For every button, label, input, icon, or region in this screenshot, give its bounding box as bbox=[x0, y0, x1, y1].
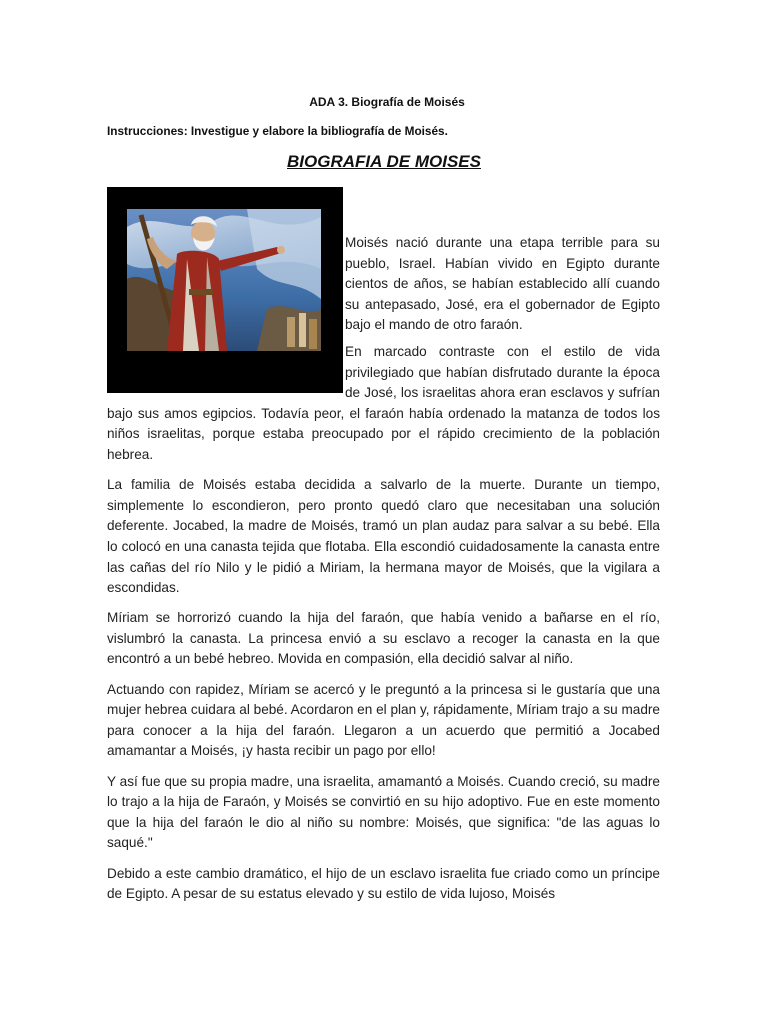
paragraph-6: Y así fue que su propia madre, una israelita, amamantó a Moisés. Cuando creció, su madre lo trajo a la hija de Faraón, y Moisés se convirtió en su hijo adoptivo. Fue en este momento que la hija del faraón le dio al niño su nombre: Moisés, que significa: "de las aguas lo saqué." bbox=[107, 773, 660, 851]
paragraph-4: Míriam se horrorizó cuando la hija del faraón, que había venido a bañarse en el río, vislumbró la canasta. La princesa envió a su esclavo a recoger la canasta en la que encontró a un bebé hebreo. Movida en compasión, ella decidió salvar al niño. bbox=[107, 610, 660, 667]
biography-body bbox=[107, 233, 660, 914]
page-title: BIOGRAFIA DE MOISES bbox=[287, 152, 481, 171]
paragraph-5: Actuando con rapidez, Míriam se acercó y le preguntó a la princesa si le gustaría que una mujer hebrea cuidara al bebé. Acordaron en el plan y, rápidamente, Míriam trajo a su madre para conocer a la hija del faraón. Llegaron a un acuerdo que permitió a Jocabed amamantar a Moisés, ¡y hasta recibir un pago por ello! bbox=[107, 681, 660, 759]
paragraph-7: Debido a este cambio dramático, el hijo de un esclavo israelita fue criado como un príncipe de Egipto. A pesar de su estatus elevado y su estilo de vida lujoso, Moisés bbox=[107, 865, 660, 902]
paragraph-1: Moisés nació durante una etapa terrible para su pueblo, Israel. Habían vivido en Egipto durante cientos de años, se habían establecido allí cuando su antepasado, José, era el gobernador de Egipto bajo el mando de otro faraón. bbox=[345, 235, 660, 333]
moses-illustration bbox=[107, 187, 343, 393]
paragraph-3: La familia de Moisés estaba decidida a salvarlo de la muerte. Durante un tiempo, simplemente lo escondieron, pero pronto quedó claro que necesitaban una solución deferente. Jocabed, la madre de Moisés, tramó un plan audaz para salvar a su bebé. Ella lo colocó en una canasta tejida que flotaba. Ella escondió cuidadosamente la canasta entre las cañas del río Nilo y le pidió a Miriam, la hermana mayor de Moisés, que la vigilara a escondidas. bbox=[107, 477, 660, 596]
assignment-title: ADA 3. Biografía de Moisés bbox=[309, 95, 465, 109]
moses-painting-icon bbox=[127, 209, 321, 351]
paragraph-2: En marcado contraste con el estilo de vida privilegiado que habían disfrutado durante la época de José, los israelitas ahora eran esclavos y sufrían bajo sus amos egipcios. Todavía peor, el faraón había ordenado la matanza de todos los niños israelitas, porque estaba preocupado por el rápido crecimiento de la población hebrea. bbox=[107, 343, 660, 462]
instructions-line: Instrucciones: Investigue y elabore la bibliografía de Moisés. bbox=[107, 124, 448, 138]
